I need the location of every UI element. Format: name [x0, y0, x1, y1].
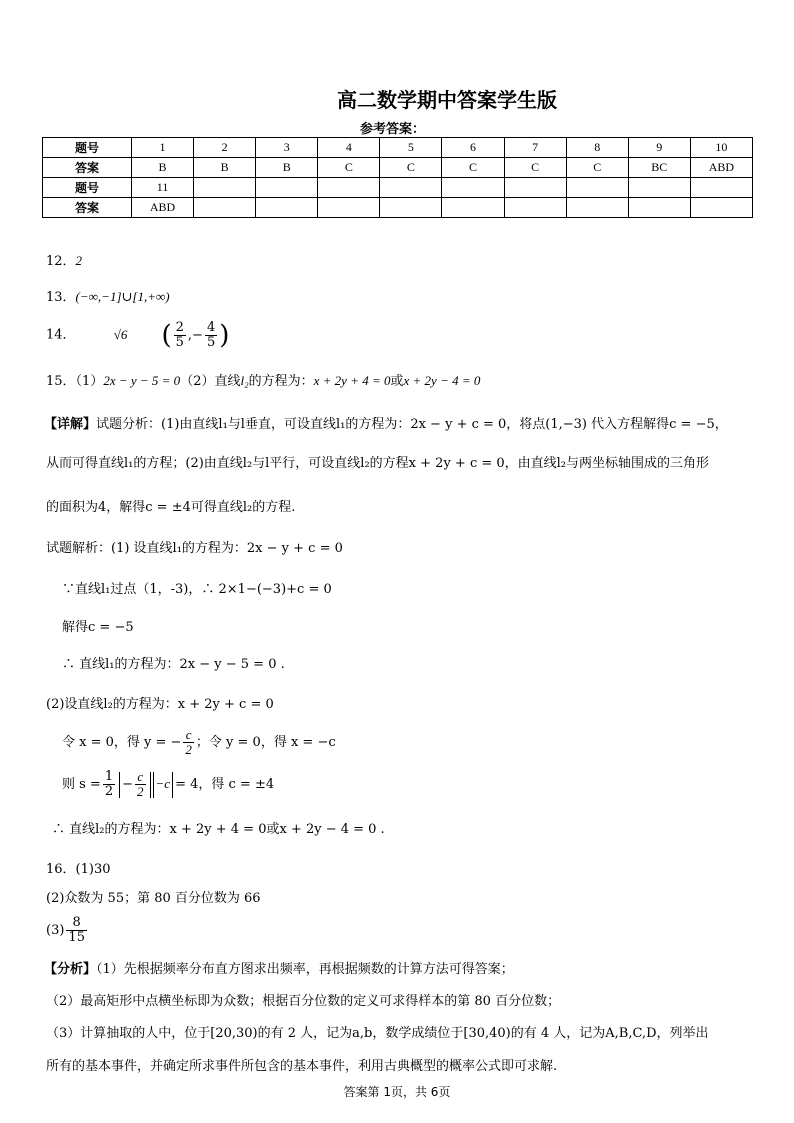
table-cell: [690, 198, 752, 218]
table-cell: C: [504, 158, 566, 178]
table-cell: 2: [194, 138, 256, 158]
table-cell: [504, 198, 566, 218]
table-cell: [690, 178, 752, 198]
text: −c: [155, 776, 171, 791]
table-cell: [256, 198, 318, 218]
table-row: [43, 178, 753, 198]
table-cell: [194, 198, 256, 218]
solution-line: 解得c = −5: [62, 620, 134, 635]
table-cell: B: [194, 158, 256, 178]
fraction-numerator: c: [135, 770, 146, 785]
analysis-line: 所有的基本事件，并确定所求事件所包含的基本事件，利用古典概型的概率公式即可求解.: [46, 1059, 558, 1074]
table-cell: BC: [628, 158, 690, 178]
solution-line: 则 s = $\frac{1}{2}$ − $\frac{c}{2}$ −c = 4，得 c = ±4: [62, 769, 275, 799]
answer-13: [46, 286, 170, 305]
table-cell: C: [442, 158, 504, 178]
answer-vector: ( $\frac{2}{5}$ ,− $\frac{4}{5}$ ): [161, 319, 230, 350]
table-cell: [194, 178, 256, 198]
table-cell: [566, 178, 628, 198]
table-cell: C: [566, 158, 628, 178]
reference-answers-heading: 参考答案：: [360, 122, 426, 137]
table-cell: 5: [380, 138, 442, 158]
table-cell: 8: [566, 138, 628, 158]
answer-value: 2: [75, 253, 83, 268]
table-cell: [318, 198, 380, 218]
fraction-denominator: 5: [206, 334, 216, 350]
text: (3): [46, 923, 65, 938]
fraction-numerator: 8: [66, 916, 87, 931]
table-row-header: 答案: [43, 198, 132, 218]
text: 或: [390, 374, 404, 389]
table-cell: [380, 178, 442, 198]
table-cell: 6: [442, 138, 504, 158]
table-cell: 3: [256, 138, 318, 158]
question-number: 14．: [46, 327, 76, 343]
answer-16-part3: [46, 916, 89, 945]
table-cell: [318, 178, 380, 198]
fraction-numerator: 4: [206, 319, 216, 335]
solution-line: ∵直线l₁过点（1，-3)，∴ 2×1−(−3)+c = 0: [62, 582, 332, 597]
table-row-header: 答案: [43, 158, 132, 178]
answer-12: [46, 250, 82, 269]
text: 令 x = 0，得 y = −: [62, 735, 182, 750]
text: ；令 y = 0，得 x = −c: [195, 735, 336, 750]
solution-line: 试题解析：(1) 设直线l₁的方程为：2x − y + c = 0: [46, 541, 343, 556]
table-cell: [442, 178, 504, 198]
detail-text: 试题分析：(1)由直线l₁与l垂直，可设直线l₁的方程为：2x − y + c = 0，将点(1,−3) 代入方程解得c = −5，: [96, 417, 728, 432]
question-number: 15．（1）: [46, 374, 104, 389]
table-cell: 7: [504, 138, 566, 158]
answer-14: [46, 320, 229, 350]
table-row: [43, 138, 753, 158]
table-cell: [256, 178, 318, 198]
table-cell: C: [318, 158, 380, 178]
table-cell: ABD: [690, 158, 752, 178]
page-footer: 答案第 1页，共 6页: [343, 1085, 451, 1099]
table-cell: 9: [628, 138, 690, 158]
table-cell: 4: [318, 138, 380, 158]
text: 的方程为：: [248, 374, 314, 389]
fraction-denominator: 5: [175, 334, 184, 350]
text: （2）直线: [180, 374, 241, 389]
answer-sqrt6: √6: [113, 326, 128, 342]
equation: x + 2y + 4 = 0: [313, 373, 391, 388]
table-row: [43, 198, 753, 218]
answer-15: [46, 370, 480, 389]
page-title: 高二数学期中答案学生版: [337, 88, 557, 112]
detail-paragraph-line: 从而可得直线l₁的方程；(2)由直线l₂与l平行，可设直线l₂的方程x + 2y + c = 0，由直线l₂与两坐标轴围成的三角形: [46, 456, 710, 471]
table-cell: ABD: [132, 198, 194, 218]
detail-tag: 【详解】: [44, 417, 97, 432]
detail-paragraph-line: [44, 413, 728, 432]
table-cell: [628, 178, 690, 198]
table-cell: 1: [132, 138, 194, 158]
fraction-numerator: 2: [175, 319, 184, 335]
answer-value: (−∞,−1]∪[1,+∞): [75, 289, 170, 304]
table-cell: B: [256, 158, 318, 178]
analysis-text: （1）先根据频率分布直方图求出频率，再根据频数的计算方法可得答案；: [96, 962, 514, 977]
equation: 2x − y − 5 = 0: [103, 373, 181, 388]
solution-line: ∴ 直线l₂的方程为：x + 2y + 4 = 0或x + 2y − 4 = 0 .: [52, 822, 385, 837]
analysis-line: （2）最高矩形中点横坐标即为众数；根据百分位数的定义可求得样本的第 80 百分位数；: [46, 994, 561, 1009]
table-cell: [380, 198, 442, 218]
analysis-tag: 【分析】: [44, 962, 97, 977]
symbol: l₂: [240, 373, 249, 388]
fraction-denominator: 2: [104, 784, 114, 799]
fraction-numerator: 1: [104, 769, 114, 784]
table-cell: B: [132, 158, 194, 178]
question-number: 12．: [46, 254, 76, 269]
fraction-denominator: 15: [68, 930, 85, 945]
table-cell: [566, 198, 628, 218]
question-number: 13．: [46, 290, 76, 305]
analysis-line: （3）计算抽取的人中，位于[20,30)的有 2 人，记为a,b，数学成绩位于[30,40)的有 4 人，记为A,B,C,D，列举出: [46, 1026, 709, 1041]
analysis-line: [44, 958, 514, 977]
table-row-header: 题号: [43, 178, 132, 198]
detail-paragraph-line: 的面积为4，解得c = ±4可得直线l₂的方程.: [46, 500, 296, 515]
table-cell: C: [380, 158, 442, 178]
table-row: [43, 158, 753, 178]
answer-16-part1: 16．(1)30: [46, 862, 111, 877]
equation: x + 2y − 4 = 0: [403, 373, 481, 388]
text: 则 s =: [62, 777, 101, 792]
table-cell: [442, 198, 504, 218]
solution-line: ∴ 直线l₁的方程为：2x − y − 5 = 0 .: [62, 657, 285, 672]
solution-line: (2)设直线l₂的方程为：x + 2y + c = 0: [46, 697, 274, 712]
table-row-header: 题号: [43, 138, 132, 158]
separator: ,−: [187, 327, 203, 343]
text: = 4，得 c = ±4: [175, 777, 275, 792]
fraction-denominator: 2: [137, 784, 144, 799]
answer-16-part2: (2)众数为 55；第 80 百分位数为 66: [46, 891, 261, 906]
table-cell: 10: [690, 138, 752, 158]
table-cell: 11: [132, 178, 194, 198]
solution-line: [62, 728, 336, 757]
fraction-denominator: 2: [185, 742, 192, 757]
fraction-numerator: c: [183, 728, 194, 743]
table-cell: [628, 198, 690, 218]
answer-table: [42, 137, 753, 218]
table-cell: [504, 178, 566, 198]
